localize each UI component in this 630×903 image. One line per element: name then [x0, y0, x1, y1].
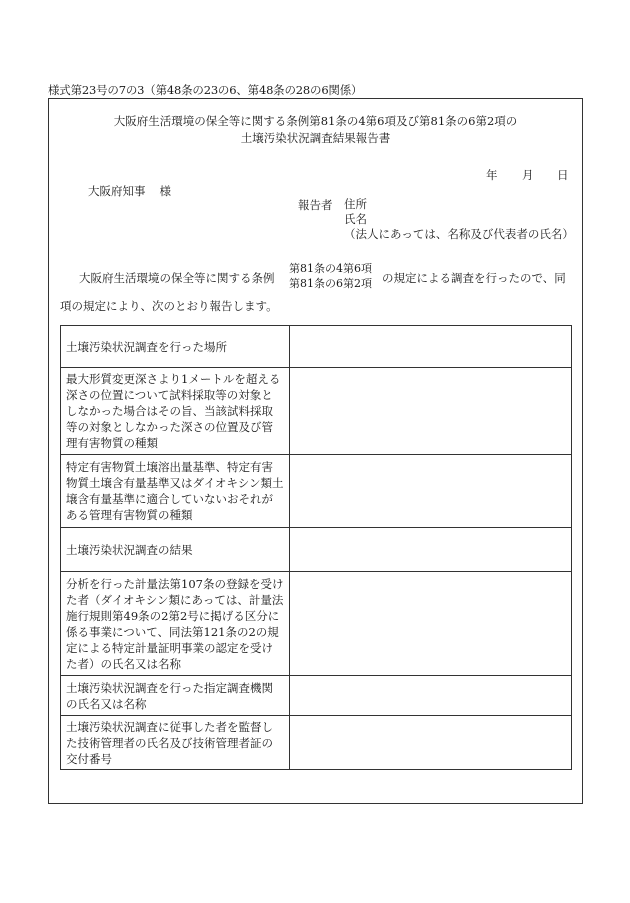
row-label: 分析を行った計量法第107条の登録を受けた者（ダイオキシン類にあっては、計量法施行規則第49条の2第2号に掲げる区分に係る事業について、同法第121条の2の規定による特定計量証明事業の認定を受けた者）の氏名又は名称: [61, 572, 290, 676]
title-line-2: 土壌汚染状況調査結果報告書: [240, 131, 391, 145]
date-day: 日: [557, 168, 569, 182]
table-row: [61, 676, 572, 716]
row-label: 土壌汚染状況調査を行った指定調査機関の氏名又は名称: [61, 676, 290, 716]
row-value-field[interactable]: [290, 326, 572, 368]
table-row: [61, 455, 572, 528]
addressee: [88, 183, 171, 199]
row-label: 最大形質変更深さより1メートルを超える深さの位置について試料採取等の対象としなかった場合はその旨、当該試料採取等の対象としなかった深さの位置及び管理有害物質の種類: [61, 368, 290, 455]
date-line: [0, 167, 630, 183]
row-label: 土壌汚染状況調査に従事した者を監督した技術管理者の氏名及び技術管理者証の交付番号: [61, 716, 290, 770]
table-row: [61, 368, 572, 455]
row-value-field[interactable]: [290, 676, 572, 716]
row-label: 土壌汚染状況調査の結果: [61, 528, 290, 572]
row-value-field[interactable]: [290, 572, 572, 676]
date-year: 年: [486, 168, 498, 182]
reporter-note: （法人にあっては、名称及び代表者の氏名）: [344, 227, 574, 241]
row-value-field[interactable]: [290, 368, 572, 455]
table-row: [61, 326, 572, 368]
reporter-address: 住所: [344, 197, 367, 211]
reporter-label: 報告者: [298, 198, 333, 212]
addressee-name: 大阪府知事: [88, 184, 146, 198]
row-value-field[interactable]: [290, 455, 572, 528]
report-table: [60, 325, 572, 770]
reporter-name: 氏名: [344, 212, 367, 226]
reporter-block: [344, 197, 574, 242]
body-text-part2: の規定による調査を行ったので、同: [382, 271, 566, 285]
document-title: [49, 113, 582, 147]
article-option-2: 第81条の6第2項: [289, 277, 372, 290]
row-value-field[interactable]: [290, 716, 572, 770]
table-row: [61, 528, 572, 572]
table-row: [61, 572, 572, 676]
addressee-honorific: 様: [159, 184, 171, 198]
form-code: 様式第23号の7の3（第48条の23の6、第48条の28の6関係）: [48, 83, 363, 97]
date-month: 月: [522, 168, 534, 182]
table-row: [61, 716, 572, 770]
title-line-1: 大阪府生活環境の保全等に関する条例第81条の4第6項及び第81条の6第2項の: [113, 114, 518, 128]
article-option-1: 第81条の4第6項: [289, 262, 372, 275]
body-text-part3: 項の規定により、次のとおり報告します。: [60, 299, 278, 313]
article-options: [289, 261, 372, 291]
row-label: 土壌汚染状況調査を行った場所: [61, 326, 290, 368]
body-text-part1: 大阪府生活環境の保全等に関する条例: [79, 271, 275, 285]
row-value-field[interactable]: [290, 528, 572, 572]
row-label: 特定有害物質土壌溶出量基準、特定有害物質土壌含有量基準又はダイオキシン類土壌含有量基準に適合していないおそれがある管理有害物質の種類: [61, 455, 290, 528]
